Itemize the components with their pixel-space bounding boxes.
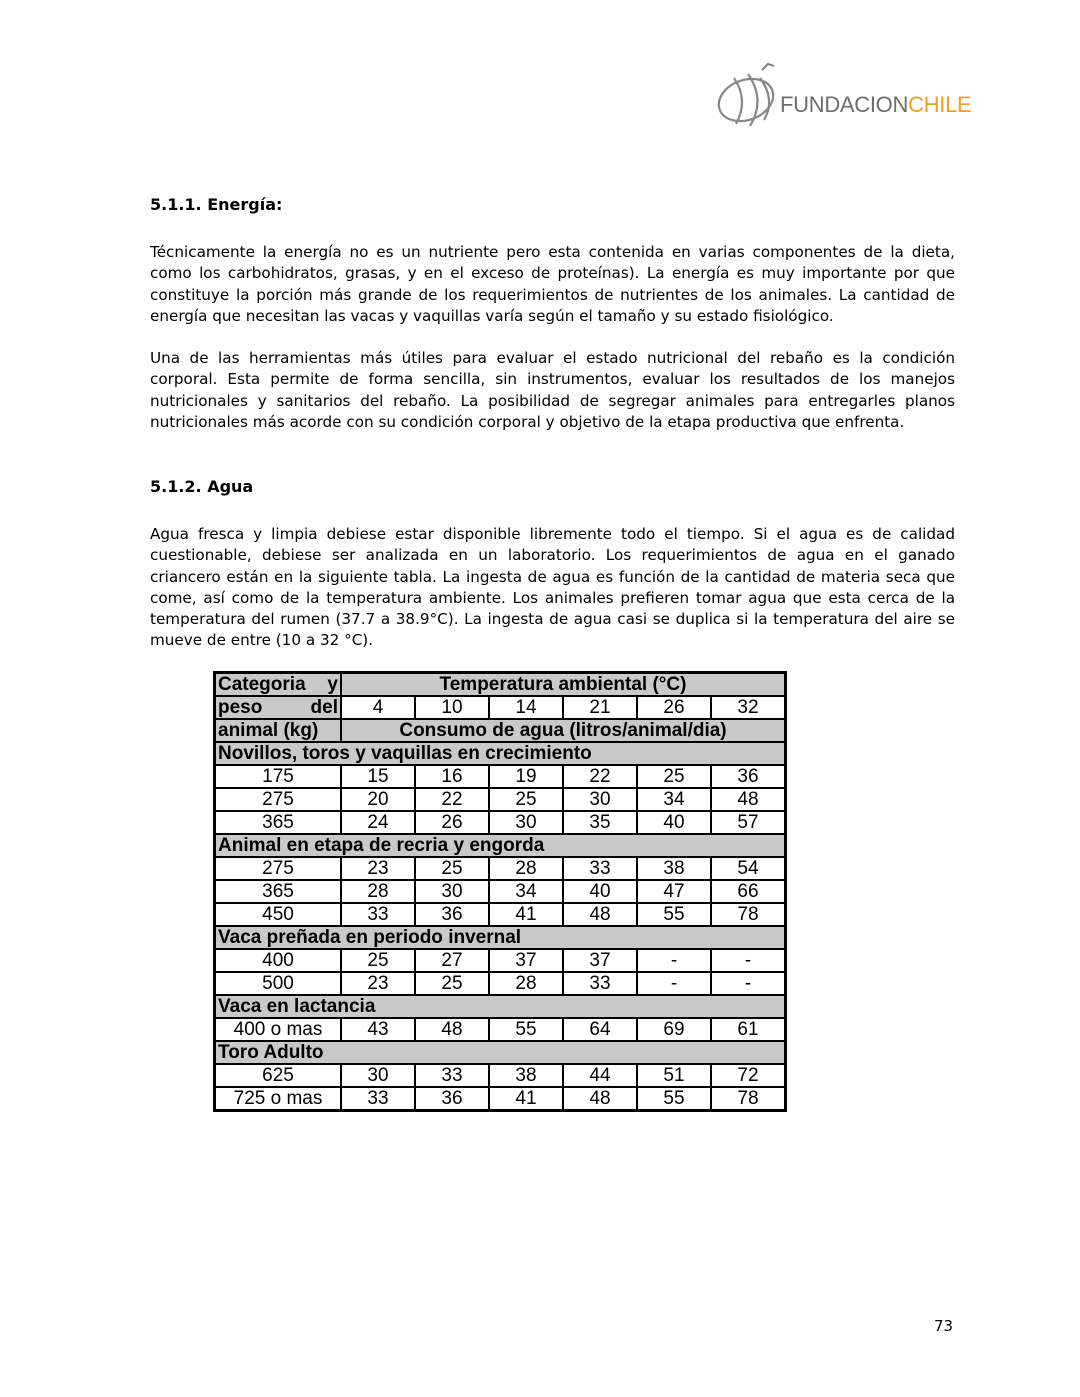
table-row bbox=[215, 857, 786, 880]
value-cell: - bbox=[637, 972, 711, 995]
value-cell: 30 bbox=[563, 788, 637, 811]
value-cell: 15 bbox=[341, 765, 415, 788]
table-row bbox=[215, 880, 786, 903]
value-cell: 41 bbox=[489, 903, 563, 926]
value-cell: 30 bbox=[489, 811, 563, 834]
value-cell: 43 bbox=[341, 1018, 415, 1041]
table-row bbox=[215, 1018, 786, 1041]
value-cell: 61 bbox=[711, 1018, 786, 1041]
value-cell: 33 bbox=[563, 857, 637, 880]
table-row bbox=[215, 1087, 786, 1111]
temp-cell: 21 bbox=[563, 696, 637, 719]
value-cell: 26 bbox=[415, 811, 489, 834]
value-cell: 27 bbox=[415, 949, 489, 972]
value-cell: 69 bbox=[637, 1018, 711, 1041]
table-row bbox=[215, 903, 786, 926]
weight-cell: 365 bbox=[215, 880, 342, 903]
unit-header: Consumo de agua (litros/animal/dia) bbox=[341, 719, 786, 742]
table-row bbox=[215, 949, 786, 972]
table-row bbox=[215, 1064, 786, 1087]
section-body-energia bbox=[150, 242, 955, 433]
section-heading-agua: 5.1.2. Agua bbox=[150, 477, 254, 496]
value-cell: 34 bbox=[637, 788, 711, 811]
weight-cell: 175 bbox=[215, 765, 342, 788]
table-row bbox=[215, 972, 786, 995]
value-cell: 38 bbox=[489, 1064, 563, 1087]
value-cell: 48 bbox=[563, 1087, 637, 1111]
section-body-agua bbox=[150, 524, 955, 652]
value-cell: 35 bbox=[563, 811, 637, 834]
value-cell: 33 bbox=[341, 903, 415, 926]
value-cell: 48 bbox=[563, 903, 637, 926]
value-cell: - bbox=[711, 949, 786, 972]
value-cell: 30 bbox=[415, 880, 489, 903]
value-cell: 57 bbox=[711, 811, 786, 834]
value-cell: 48 bbox=[711, 788, 786, 811]
value-cell: 78 bbox=[711, 1087, 786, 1111]
corner-label: peso del bbox=[215, 696, 342, 719]
value-cell: 33 bbox=[415, 1064, 489, 1087]
table-row bbox=[215, 765, 786, 788]
value-cell: 33 bbox=[563, 972, 637, 995]
weight-cell: 365 bbox=[215, 811, 342, 834]
group-title: Vaca preñada en periodo invernal bbox=[215, 926, 786, 949]
temp-cell: 32 bbox=[711, 696, 786, 719]
value-cell: 25 bbox=[341, 949, 415, 972]
value-cell: 72 bbox=[711, 1064, 786, 1087]
fundacion-chile-logo bbox=[714, 60, 972, 130]
value-cell: 33 bbox=[341, 1087, 415, 1111]
logo-text: FUNDACIONCHILE bbox=[780, 92, 972, 117]
value-cell: 34 bbox=[489, 880, 563, 903]
value-cell: 28 bbox=[489, 972, 563, 995]
value-cell: 28 bbox=[341, 880, 415, 903]
value-cell: 40 bbox=[637, 811, 711, 834]
value-cell: 24 bbox=[341, 811, 415, 834]
page-number: 73 bbox=[934, 1317, 954, 1335]
value-cell: 25 bbox=[637, 765, 711, 788]
value-cell: 44 bbox=[563, 1064, 637, 1087]
group-title: Toro Adulto bbox=[215, 1041, 786, 1064]
value-cell: 25 bbox=[489, 788, 563, 811]
section-heading-energia: 5.1.1. Energía: bbox=[150, 195, 283, 214]
table-row bbox=[215, 811, 786, 834]
group-title: Vaca en lactancia bbox=[215, 995, 786, 1018]
value-cell: 36 bbox=[415, 903, 489, 926]
globe-icon bbox=[714, 60, 784, 130]
value-cell: 41 bbox=[489, 1087, 563, 1111]
value-cell: 20 bbox=[341, 788, 415, 811]
value-cell: 55 bbox=[489, 1018, 563, 1041]
value-cell: 23 bbox=[341, 857, 415, 880]
value-cell: 37 bbox=[563, 949, 637, 972]
weight-cell: 275 bbox=[215, 857, 342, 880]
value-cell: 22 bbox=[563, 765, 637, 788]
value-cell: 51 bbox=[637, 1064, 711, 1087]
paragraph: Una de las herramientas más útiles para evaluar el estado nutricional del rebaño es la condición corporal. Esta permite de forma sencilla, sin instrumentos, evaluar los resultados de los manejos nutricionales y sanitarios del rebaño. La posibilidad de segregar animales para entregarles planos nutricionales más acorde con su condición corporal y objetivo de la etapa productiva que enfrenta. bbox=[150, 349, 955, 432]
weight-cell: 725 o mas bbox=[215, 1087, 342, 1111]
value-cell: 36 bbox=[711, 765, 786, 788]
weight-cell: 500 bbox=[215, 972, 342, 995]
weight-cell: 450 bbox=[215, 903, 342, 926]
value-cell: 64 bbox=[563, 1018, 637, 1041]
value-cell: 28 bbox=[489, 857, 563, 880]
weight-cell: 400 bbox=[215, 949, 342, 972]
water-consumption-table bbox=[213, 671, 787, 1112]
group-title: Novillos, toros y vaquillas en crecimiento bbox=[215, 742, 786, 765]
temp-cell: 14 bbox=[489, 696, 563, 719]
value-cell: 19 bbox=[489, 765, 563, 788]
corner-label: Categoria y bbox=[215, 673, 342, 697]
value-cell: 47 bbox=[637, 880, 711, 903]
value-cell: 54 bbox=[711, 857, 786, 880]
value-cell: 55 bbox=[637, 903, 711, 926]
value-cell: 55 bbox=[637, 1087, 711, 1111]
temp-cell: 26 bbox=[637, 696, 711, 719]
value-cell: 36 bbox=[415, 1087, 489, 1111]
weight-cell: 275 bbox=[215, 788, 342, 811]
value-cell: 25 bbox=[415, 972, 489, 995]
value-cell: 23 bbox=[341, 972, 415, 995]
temp-cell: 4 bbox=[341, 696, 415, 719]
value-cell: 78 bbox=[711, 903, 786, 926]
value-cell: 25 bbox=[415, 857, 489, 880]
value-cell: 38 bbox=[637, 857, 711, 880]
value-cell: 30 bbox=[341, 1064, 415, 1087]
paragraph: Agua fresca y limpia debiese estar disponible libremente todo el tiempo. Si el agua es de calidad cuestionable, debiese ser analizada en un laboratorio. Los requerimientos de agua en el ganado criancero están en la siguiente tabla. La ingesta de agua es función de la cantidad de materia seca que come, así como de la temperatura ambiente. Los animales prefieren tomar agua que esta cerca de la temperatura del rumen (37.7 a 38.9°C). La ingesta de agua casi se duplica si la temperatura del aire se mueve de entre (10 a 32 °C). bbox=[150, 525, 955, 650]
value-cell: 37 bbox=[489, 949, 563, 972]
weight-cell: 625 bbox=[215, 1064, 342, 1087]
group-title: Animal en etapa de recria y engorda bbox=[215, 834, 786, 857]
weight-cell: 400 o mas bbox=[215, 1018, 342, 1041]
table-row bbox=[215, 788, 786, 811]
value-cell: 40 bbox=[563, 880, 637, 903]
value-cell: 48 bbox=[415, 1018, 489, 1041]
corner-label: animal (kg) bbox=[215, 719, 342, 742]
value-cell: 16 bbox=[415, 765, 489, 788]
value-cell: 66 bbox=[711, 880, 786, 903]
paragraph: Técnicamente la energía no es un nutriente pero esta contenida en varias componentes de la dieta, como los carbohidratos, grasas, y en el exceso de proteínas). La energía es muy importante por que constituye la porción más grande de los requerimientos de nutrientes de los animales. La cantidad de energía que necesitan las vacas y vaquillas varía según el tamaño y su estado fisiológico. bbox=[150, 243, 955, 325]
temp-cell: 10 bbox=[415, 696, 489, 719]
value-cell: - bbox=[711, 972, 786, 995]
temp-header: Temperatura ambiental (°C) bbox=[341, 673, 786, 697]
value-cell: - bbox=[637, 949, 711, 972]
value-cell: 22 bbox=[415, 788, 489, 811]
